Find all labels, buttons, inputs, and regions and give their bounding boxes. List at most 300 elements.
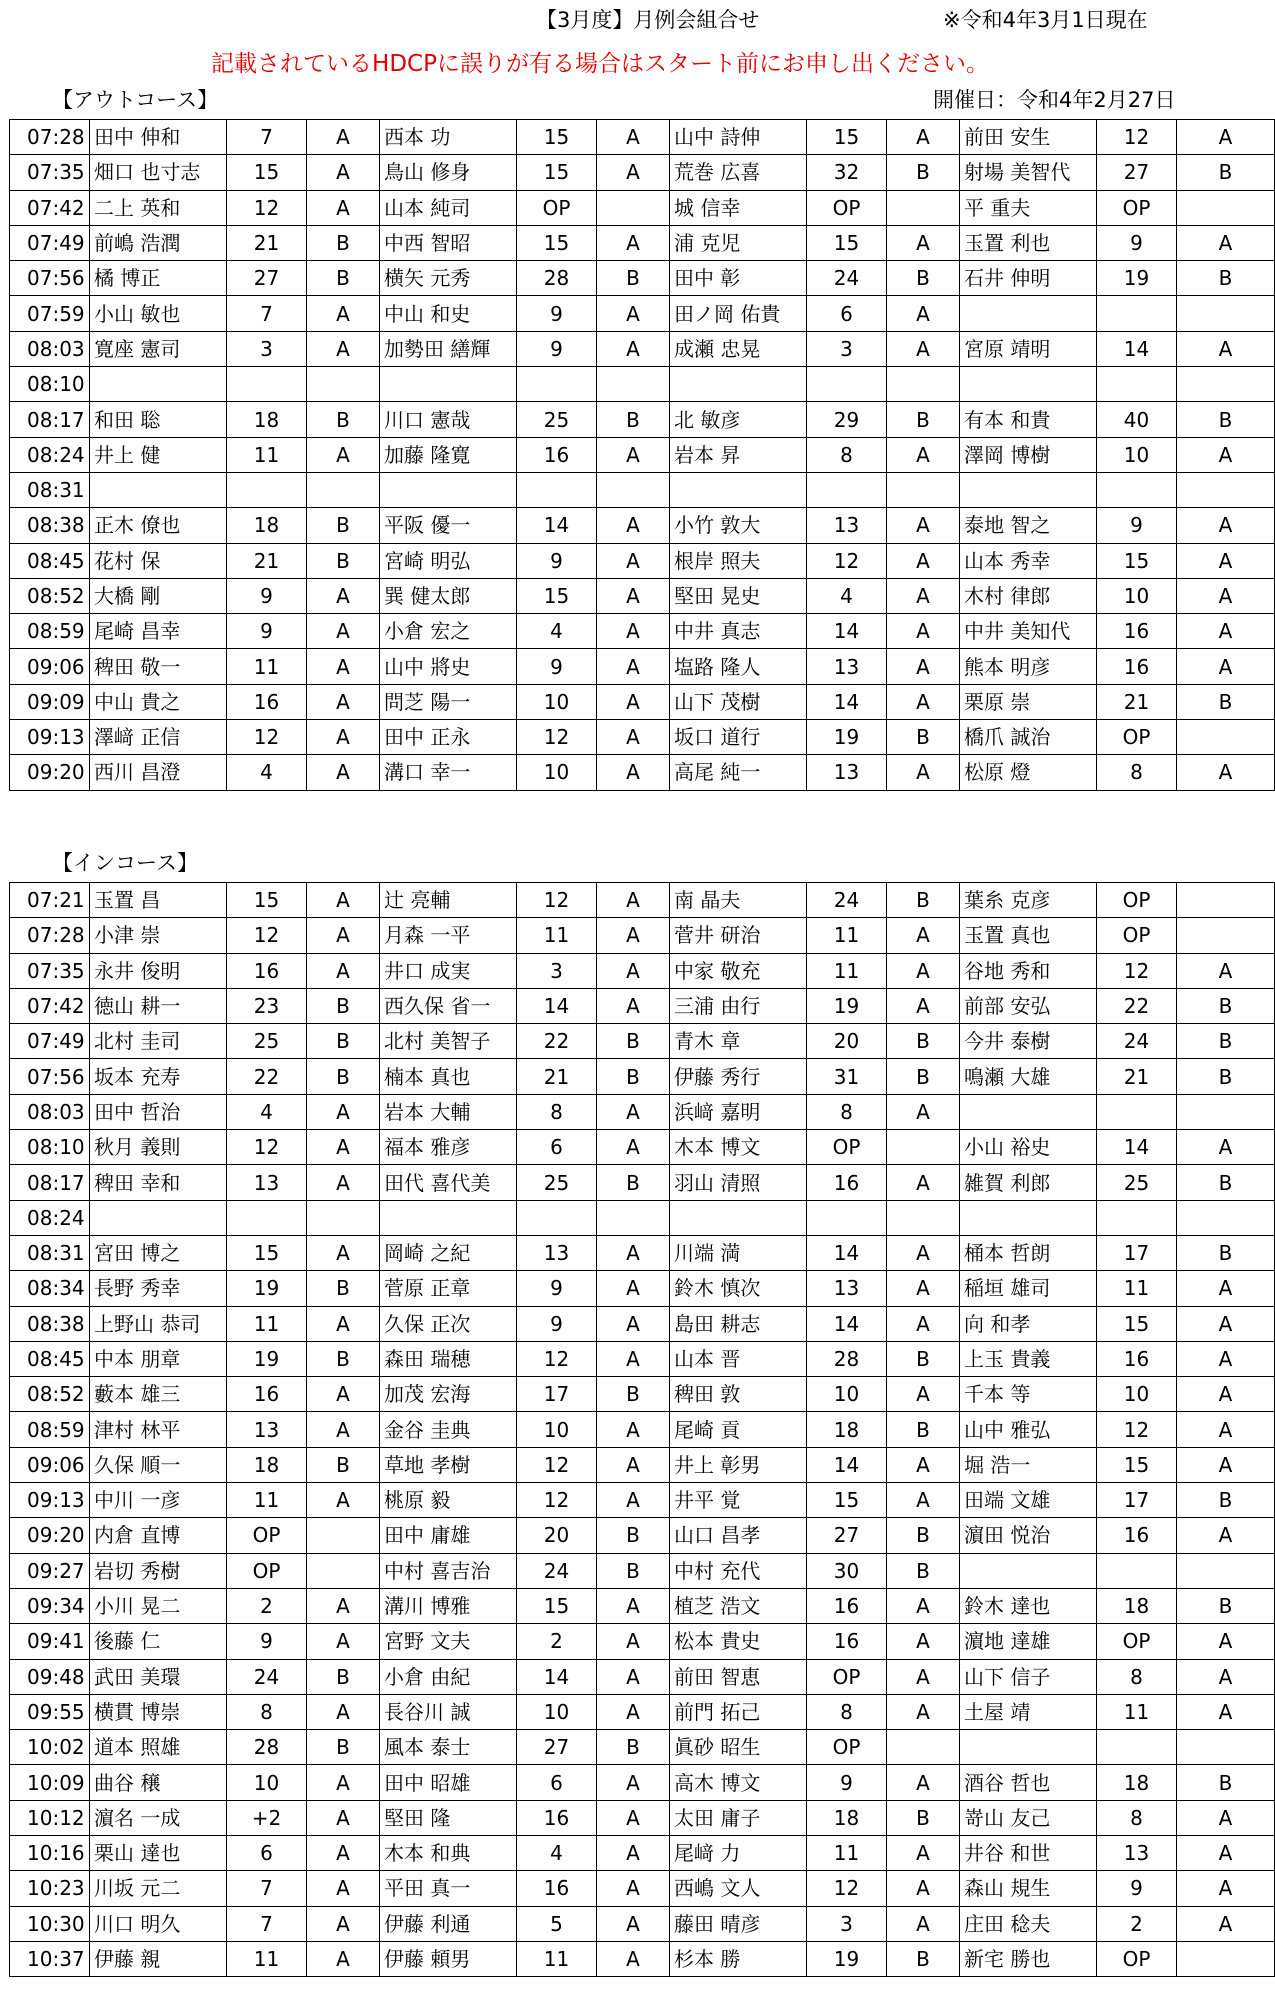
player-name-cell: 田中 庸雄 <box>380 1518 517 1553</box>
player-name-cell: 栗山 達也 <box>90 1836 227 1871</box>
grade-cell: A <box>597 1836 670 1871</box>
grade-cell: A <box>1177 614 1275 649</box>
table-row <box>10 1553 1275 1588</box>
grade-cell: A <box>597 953 670 988</box>
player-name-cell <box>90 472 227 507</box>
grade-cell: A <box>307 953 380 988</box>
player-name-cell: 福本 雅彦 <box>380 1130 517 1165</box>
player-name-cell: 山口 昌孝 <box>670 1518 807 1553</box>
grade-cell: A <box>597 1871 670 1906</box>
grade-cell: A <box>307 649 380 684</box>
player-name-cell: 松原 燈 <box>960 755 1097 790</box>
hdcp-cell: 4 <box>807 578 887 613</box>
tee-time-cell: 10:16 <box>10 1836 90 1871</box>
grade-cell: A <box>887 684 960 719</box>
player-name-cell: 有本 和貴 <box>960 402 1097 437</box>
player-name-cell: 成瀬 忠晃 <box>670 331 807 366</box>
table-row <box>10 1694 1275 1729</box>
tee-time-cell: 07:42 <box>10 190 90 225</box>
hdcp-cell: 29 <box>807 402 887 437</box>
grade-cell: A <box>1177 1130 1275 1165</box>
player-name-cell: 溝口 幸一 <box>380 755 517 790</box>
hdcp-cell: 3 <box>807 331 887 366</box>
player-name-cell: 平田 真一 <box>380 1871 517 1906</box>
table-row <box>10 1094 1275 1129</box>
player-name-cell: 山本 純司 <box>380 190 517 225</box>
hdcp-cell: 13 <box>807 1271 887 1306</box>
grade-cell: B <box>307 225 380 260</box>
hdcp-cell: 9 <box>227 614 307 649</box>
hdcp-cell: 15 <box>517 120 597 155</box>
grade-cell: A <box>597 331 670 366</box>
hdcp-cell: 15 <box>1097 1306 1177 1341</box>
table-row <box>10 1306 1275 1341</box>
tee-time-cell: 08:03 <box>10 1094 90 1129</box>
player-name-cell: 泰地 智之 <box>960 508 1097 543</box>
grade-cell <box>887 1200 960 1235</box>
hdcp-cell: OP <box>227 1518 307 1553</box>
player-name-cell: 小倉 由紀 <box>380 1659 517 1694</box>
player-name-cell: 徳山 耕一 <box>90 988 227 1023</box>
hdcp-cell: 24 <box>517 1553 597 1588</box>
grade-cell: A <box>307 720 380 755</box>
hdcp-cell <box>807 1200 887 1235</box>
player-name-cell: 桶本 哲朗 <box>960 1235 1097 1270</box>
player-name-cell <box>960 1200 1097 1235</box>
table-row <box>10 918 1275 953</box>
player-name-cell: 南 晶夫 <box>670 883 807 918</box>
grade-cell: A <box>1177 225 1275 260</box>
table-row <box>10 508 1275 543</box>
player-name-cell: 草地 孝樹 <box>380 1447 517 1482</box>
grade-cell: A <box>1177 1377 1275 1412</box>
grade-cell: B <box>597 1553 670 1588</box>
player-name-cell: 長谷川 誠 <box>380 1694 517 1729</box>
tee-time-cell: 08:34 <box>10 1271 90 1306</box>
hdcp-cell: 16 <box>1097 649 1177 684</box>
hdcp-cell: 13 <box>807 508 887 543</box>
hdcp-cell: 8 <box>807 437 887 472</box>
hdcp-cell: 16 <box>807 1165 887 1200</box>
hdcp-cell: 19 <box>1097 261 1177 296</box>
grade-cell: A <box>307 1094 380 1129</box>
hdcp-cell: OP <box>1097 1941 1177 1976</box>
grade-cell: B <box>1177 261 1275 296</box>
hdcp-cell: OP <box>1097 720 1177 755</box>
player-name-cell: 平 重夫 <box>960 190 1097 225</box>
player-name-cell: 藪本 雄三 <box>90 1377 227 1412</box>
player-name-cell: 玉置 昌 <box>90 883 227 918</box>
grade-cell: A <box>307 1765 380 1800</box>
player-name-cell: 長野 秀幸 <box>90 1271 227 1306</box>
player-name-cell: 岩本 昇 <box>670 437 807 472</box>
hdcp-cell: 16 <box>1097 1341 1177 1376</box>
table-row <box>10 120 1275 155</box>
grade-cell: B <box>887 155 960 190</box>
grade-cell: B <box>887 1412 960 1447</box>
tee-time-cell: 09:20 <box>10 1518 90 1553</box>
player-name-cell: 中西 智昭 <box>380 225 517 260</box>
player-name-cell: 内倉 直博 <box>90 1518 227 1553</box>
hdcp-cell: 24 <box>807 261 887 296</box>
tee-time-cell: 09:48 <box>10 1659 90 1694</box>
grade-cell: A <box>887 225 960 260</box>
hdcp-cell: 12 <box>227 918 307 953</box>
tee-time-cell: 08:52 <box>10 578 90 613</box>
player-name-cell: 畑口 也寸志 <box>90 155 227 190</box>
hdcp-cell: 4 <box>517 1836 597 1871</box>
grade-cell: B <box>1177 1165 1275 1200</box>
player-name-cell: 横矢 元秀 <box>380 261 517 296</box>
table-row <box>10 155 1275 190</box>
hdcp-cell: 11 <box>227 1941 307 1976</box>
player-name-cell: 桃原 毅 <box>380 1483 517 1518</box>
event-date: 開催日：令和4年2月27日 <box>933 88 1176 112</box>
hdcp-cell: 8 <box>1097 755 1177 790</box>
hdcp-cell: 16 <box>227 953 307 988</box>
grade-cell: A <box>887 1659 960 1694</box>
grade-cell: B <box>887 883 960 918</box>
player-name-cell <box>380 367 517 402</box>
hdcp-cell <box>1097 1730 1177 1765</box>
grade-cell: A <box>597 649 670 684</box>
grade-cell: A <box>1177 1871 1275 1906</box>
grade-cell: B <box>597 1024 670 1059</box>
player-name-cell: 眞砂 昭生 <box>670 1730 807 1765</box>
hdcp-cell: 10 <box>517 755 597 790</box>
grade-cell <box>307 1200 380 1235</box>
player-name-cell: 熊本 明彦 <box>960 649 1097 684</box>
player-name-cell: 羽山 清照 <box>670 1165 807 1200</box>
player-name-cell <box>670 472 807 507</box>
player-name-cell: 後藤 仁 <box>90 1624 227 1659</box>
grade-cell: A <box>887 1094 960 1129</box>
table-row <box>10 1447 1275 1482</box>
hdcp-cell: 19 <box>227 1271 307 1306</box>
out-course-label: 【アウトコース】 <box>52 88 219 112</box>
hdcp-cell: 8 <box>1097 1800 1177 1835</box>
hdcp-cell: OP <box>517 190 597 225</box>
player-name-cell: 道本 照雄 <box>90 1730 227 1765</box>
table-row <box>10 1730 1275 1765</box>
tee-time-cell: 07:35 <box>10 155 90 190</box>
hdcp-cell: 13 <box>807 755 887 790</box>
player-name-cell: 前田 安生 <box>960 120 1097 155</box>
grade-cell: A <box>597 1094 670 1129</box>
grade-cell: A <box>307 755 380 790</box>
grade-cell: A <box>1177 508 1275 543</box>
player-name-cell: 横貫 博崇 <box>90 1694 227 1729</box>
grade-cell: B <box>597 1377 670 1412</box>
tee-time-cell: 08:24 <box>10 1200 90 1235</box>
hdcp-cell: 12 <box>1097 120 1177 155</box>
grade-cell: A <box>1177 1694 1275 1729</box>
hdcp-cell: 15 <box>807 1483 887 1518</box>
hdcp-cell: 19 <box>807 720 887 755</box>
hdcp-cell: OP <box>1097 1624 1177 1659</box>
tee-time-cell: 08:52 <box>10 1377 90 1412</box>
player-name-cell: 山中 雅弘 <box>960 1412 1097 1447</box>
hdcp-cell: 19 <box>807 988 887 1023</box>
grade-cell: A <box>597 1765 670 1800</box>
table-row <box>10 1235 1275 1270</box>
grade-cell: A <box>307 1377 380 1412</box>
tee-time-cell: 09:27 <box>10 1553 90 1588</box>
hdcp-cell: 21 <box>227 225 307 260</box>
player-name-cell: 溝川 博雅 <box>380 1588 517 1623</box>
grade-cell: B <box>887 261 960 296</box>
grade-cell: A <box>597 1483 670 1518</box>
player-name-cell <box>960 367 1097 402</box>
hdcp-cell: 11 <box>807 953 887 988</box>
player-name-cell: 田代 喜代美 <box>380 1165 517 1200</box>
grade-cell: A <box>307 190 380 225</box>
grade-cell: A <box>307 1412 380 1447</box>
tee-time-cell: 10:23 <box>10 1871 90 1906</box>
player-name-cell: 澤岡 博樹 <box>960 437 1097 472</box>
table-row <box>10 1800 1275 1835</box>
hdcp-cell: 30 <box>807 1553 887 1588</box>
player-name-cell: 問芝 陽一 <box>380 684 517 719</box>
player-name-cell: 稗田 敦 <box>670 1377 807 1412</box>
hdcp-cell: 15 <box>227 155 307 190</box>
table-row <box>10 755 1275 790</box>
hdcp-cell: 18 <box>807 1412 887 1447</box>
hdcp-cell: 15 <box>517 1588 597 1623</box>
table-row <box>10 1024 1275 1059</box>
tee-time-cell: 09:55 <box>10 1694 90 1729</box>
hdcp-cell: OP <box>1097 883 1177 918</box>
hdcp-cell: 9 <box>807 1765 887 1800</box>
hdcp-cell: 12 <box>1097 953 1177 988</box>
hdcp-cell: 11 <box>807 1836 887 1871</box>
grade-cell: A <box>597 755 670 790</box>
grade-cell: A <box>887 1871 960 1906</box>
grade-cell: B <box>1177 988 1275 1023</box>
grade-cell: A <box>887 1447 960 1482</box>
hdcp-cell <box>1097 1553 1177 1588</box>
player-name-cell: 高木 博文 <box>670 1765 807 1800</box>
tee-time-cell: 09:09 <box>10 684 90 719</box>
grade-cell: B <box>887 1341 960 1376</box>
player-name-cell: 井谷 和世 <box>960 1836 1097 1871</box>
table-row <box>10 472 1275 507</box>
grade-cell: A <box>597 1941 670 1976</box>
hdcp-cell: 10 <box>517 1694 597 1729</box>
tee-time-cell: 07:56 <box>10 1059 90 1094</box>
player-name-cell: 前門 拓己 <box>670 1694 807 1729</box>
table-row <box>10 883 1275 918</box>
grade-cell: A <box>887 296 960 331</box>
grade-cell: B <box>1177 1765 1275 1800</box>
hdcp-cell <box>517 472 597 507</box>
player-name-cell: 田端 文雄 <box>960 1483 1097 1518</box>
player-name-cell: 中村 喜吉治 <box>380 1553 517 1588</box>
out-course-table <box>9 119 1275 791</box>
grade-cell: A <box>597 684 670 719</box>
hdcp-cell: 4 <box>227 1094 307 1129</box>
hdcp-cell: 11 <box>1097 1694 1177 1729</box>
hdcp-cell: 14 <box>807 1447 887 1482</box>
player-name-cell: 稗田 幸和 <box>90 1165 227 1200</box>
table-row <box>10 578 1275 613</box>
hdcp-cell: 18 <box>227 508 307 543</box>
player-name-cell <box>960 1094 1097 1129</box>
hdcp-cell: 21 <box>227 543 307 578</box>
hdcp-cell: 27 <box>1097 155 1177 190</box>
grade-cell: A <box>887 437 960 472</box>
grade-cell: B <box>307 402 380 437</box>
hdcp-cell: 8 <box>1097 1659 1177 1694</box>
grade-cell: A <box>887 755 960 790</box>
player-name-cell: 小倉 宏之 <box>380 614 517 649</box>
player-name-cell: 射場 美智代 <box>960 155 1097 190</box>
hdcp-cell: 6 <box>227 1836 307 1871</box>
hdcp-cell: 4 <box>227 755 307 790</box>
tee-time-cell: 08:10 <box>10 1130 90 1165</box>
tee-time-cell: 09:13 <box>10 1483 90 1518</box>
grade-cell: A <box>887 1765 960 1800</box>
hdcp-cell <box>807 367 887 402</box>
grade-cell: A <box>597 1624 670 1659</box>
player-name-cell: 岩本 大輔 <box>380 1094 517 1129</box>
grade-cell: A <box>887 918 960 953</box>
grade-cell: A <box>597 1659 670 1694</box>
player-name-cell: 田中 伸和 <box>90 120 227 155</box>
hdcp-cell: 19 <box>227 1341 307 1376</box>
player-name-cell: 藤田 晴彦 <box>670 1906 807 1941</box>
player-name-cell: 田中 昭雄 <box>380 1765 517 1800</box>
hdcp-cell: 24 <box>227 1659 307 1694</box>
hdcp-cell: 23 <box>227 988 307 1023</box>
grade-cell: A <box>597 1800 670 1835</box>
grade-cell: A <box>1177 755 1275 790</box>
hdcp-cell: 28 <box>227 1730 307 1765</box>
hdcp-cell: 10 <box>1097 578 1177 613</box>
hdcp-cell: 11 <box>517 1941 597 1976</box>
hdcp-cell: 24 <box>807 883 887 918</box>
grade-cell <box>307 472 380 507</box>
player-name-cell: 伊藤 利通 <box>380 1906 517 1941</box>
player-name-cell: 川坂 元二 <box>90 1871 227 1906</box>
table-row <box>10 190 1275 225</box>
grade-cell: B <box>597 1730 670 1765</box>
hdcp-cell <box>1097 1094 1177 1129</box>
grade-cell: A <box>307 614 380 649</box>
hdcp-cell: 7 <box>227 1871 307 1906</box>
hdcp-cell: 16 <box>517 1800 597 1835</box>
player-name-cell: 太田 庸子 <box>670 1800 807 1835</box>
player-name-cell: 青木 章 <box>670 1024 807 1059</box>
player-name-cell <box>960 1730 1097 1765</box>
grade-cell <box>307 1518 380 1553</box>
table-row <box>10 684 1275 719</box>
grade-cell: A <box>1177 1800 1275 1835</box>
grade-cell: A <box>887 1271 960 1306</box>
grade-cell: A <box>887 578 960 613</box>
hdcp-cell: 18 <box>227 1447 307 1482</box>
hdcp-cell: 21 <box>1097 1059 1177 1094</box>
hdcp-cell: 10 <box>517 684 597 719</box>
hdcp-cell: OP <box>807 1130 887 1165</box>
hdcp-cell: 12 <box>227 720 307 755</box>
tee-time-cell: 09:06 <box>10 1447 90 1482</box>
grade-cell: A <box>597 883 670 918</box>
grade-cell: B <box>597 1518 670 1553</box>
table-row <box>10 1588 1275 1623</box>
grade-cell <box>597 190 670 225</box>
hdcp-cell: 16 <box>227 1377 307 1412</box>
player-name-cell: 中井 美知代 <box>960 614 1097 649</box>
in-course-label: 【インコース】 <box>52 851 198 875</box>
hdcp-cell: 22 <box>517 1024 597 1059</box>
tee-time-cell: 08:38 <box>10 1306 90 1341</box>
grade-cell: A <box>307 918 380 953</box>
player-name-cell: 森田 瑞穂 <box>380 1341 517 1376</box>
tee-time-cell: 08:45 <box>10 1341 90 1376</box>
grade-cell: A <box>1177 120 1275 155</box>
hdcp-cell: 24 <box>1097 1024 1177 1059</box>
hdcp-cell <box>1097 367 1177 402</box>
player-name-cell: 尾崎 昌幸 <box>90 614 227 649</box>
player-name-cell: 山本 秀幸 <box>960 543 1097 578</box>
player-name-cell: 島田 耕志 <box>670 1306 807 1341</box>
player-name-cell: 根岸 照夫 <box>670 543 807 578</box>
grade-cell: A <box>887 1624 960 1659</box>
hdcp-cell: 7 <box>227 296 307 331</box>
grade-cell: A <box>307 1836 380 1871</box>
player-name-cell: 新宅 勝也 <box>960 1941 1097 1976</box>
hdcp-cell <box>1097 296 1177 331</box>
player-name-cell: 西嶋 文人 <box>670 1871 807 1906</box>
grade-cell: A <box>1177 1341 1275 1376</box>
player-name-cell: 堀 浩一 <box>960 1447 1097 1482</box>
player-name-cell: 川端 満 <box>670 1235 807 1270</box>
hdcp-cell: 21 <box>517 1059 597 1094</box>
grade-cell: A <box>887 1906 960 1941</box>
grade-cell: A <box>1177 953 1275 988</box>
grade-cell: A <box>597 120 670 155</box>
player-name-cell: 辻 亮輔 <box>380 883 517 918</box>
player-name-cell: 千本 等 <box>960 1377 1097 1412</box>
hdcp-cell: 15 <box>807 225 887 260</box>
player-name-cell: 秋月 義則 <box>90 1130 227 1165</box>
grade-cell: A <box>597 296 670 331</box>
hdcp-cell: 11 <box>227 1483 307 1518</box>
player-name-cell: 北村 圭司 <box>90 1024 227 1059</box>
player-name-cell: 中家 敬充 <box>670 953 807 988</box>
player-name-cell: 加藤 隆寛 <box>380 437 517 472</box>
tee-time-cell: 08:17 <box>10 1165 90 1200</box>
grade-cell: A <box>307 296 380 331</box>
grade-cell: B <box>307 1659 380 1694</box>
hdcp-cell: 6 <box>517 1765 597 1800</box>
grade-cell <box>887 472 960 507</box>
hdcp-cell: 16 <box>1097 614 1177 649</box>
player-name-cell: 中村 充代 <box>670 1553 807 1588</box>
player-name-cell: 小山 敏也 <box>90 296 227 331</box>
table-row <box>10 1765 1275 1800</box>
player-name-cell: 橘 博正 <box>90 261 227 296</box>
grade-cell: B <box>307 508 380 543</box>
grade-cell: A <box>307 1800 380 1835</box>
player-name-cell: 西川 昌澄 <box>90 755 227 790</box>
tee-time-cell: 07:49 <box>10 1024 90 1059</box>
hdcp-cell: 3 <box>517 953 597 988</box>
player-name-cell: 濵地 達雄 <box>960 1624 1097 1659</box>
table-row <box>10 1412 1275 1447</box>
hdcp-cell: 15 <box>227 1235 307 1270</box>
